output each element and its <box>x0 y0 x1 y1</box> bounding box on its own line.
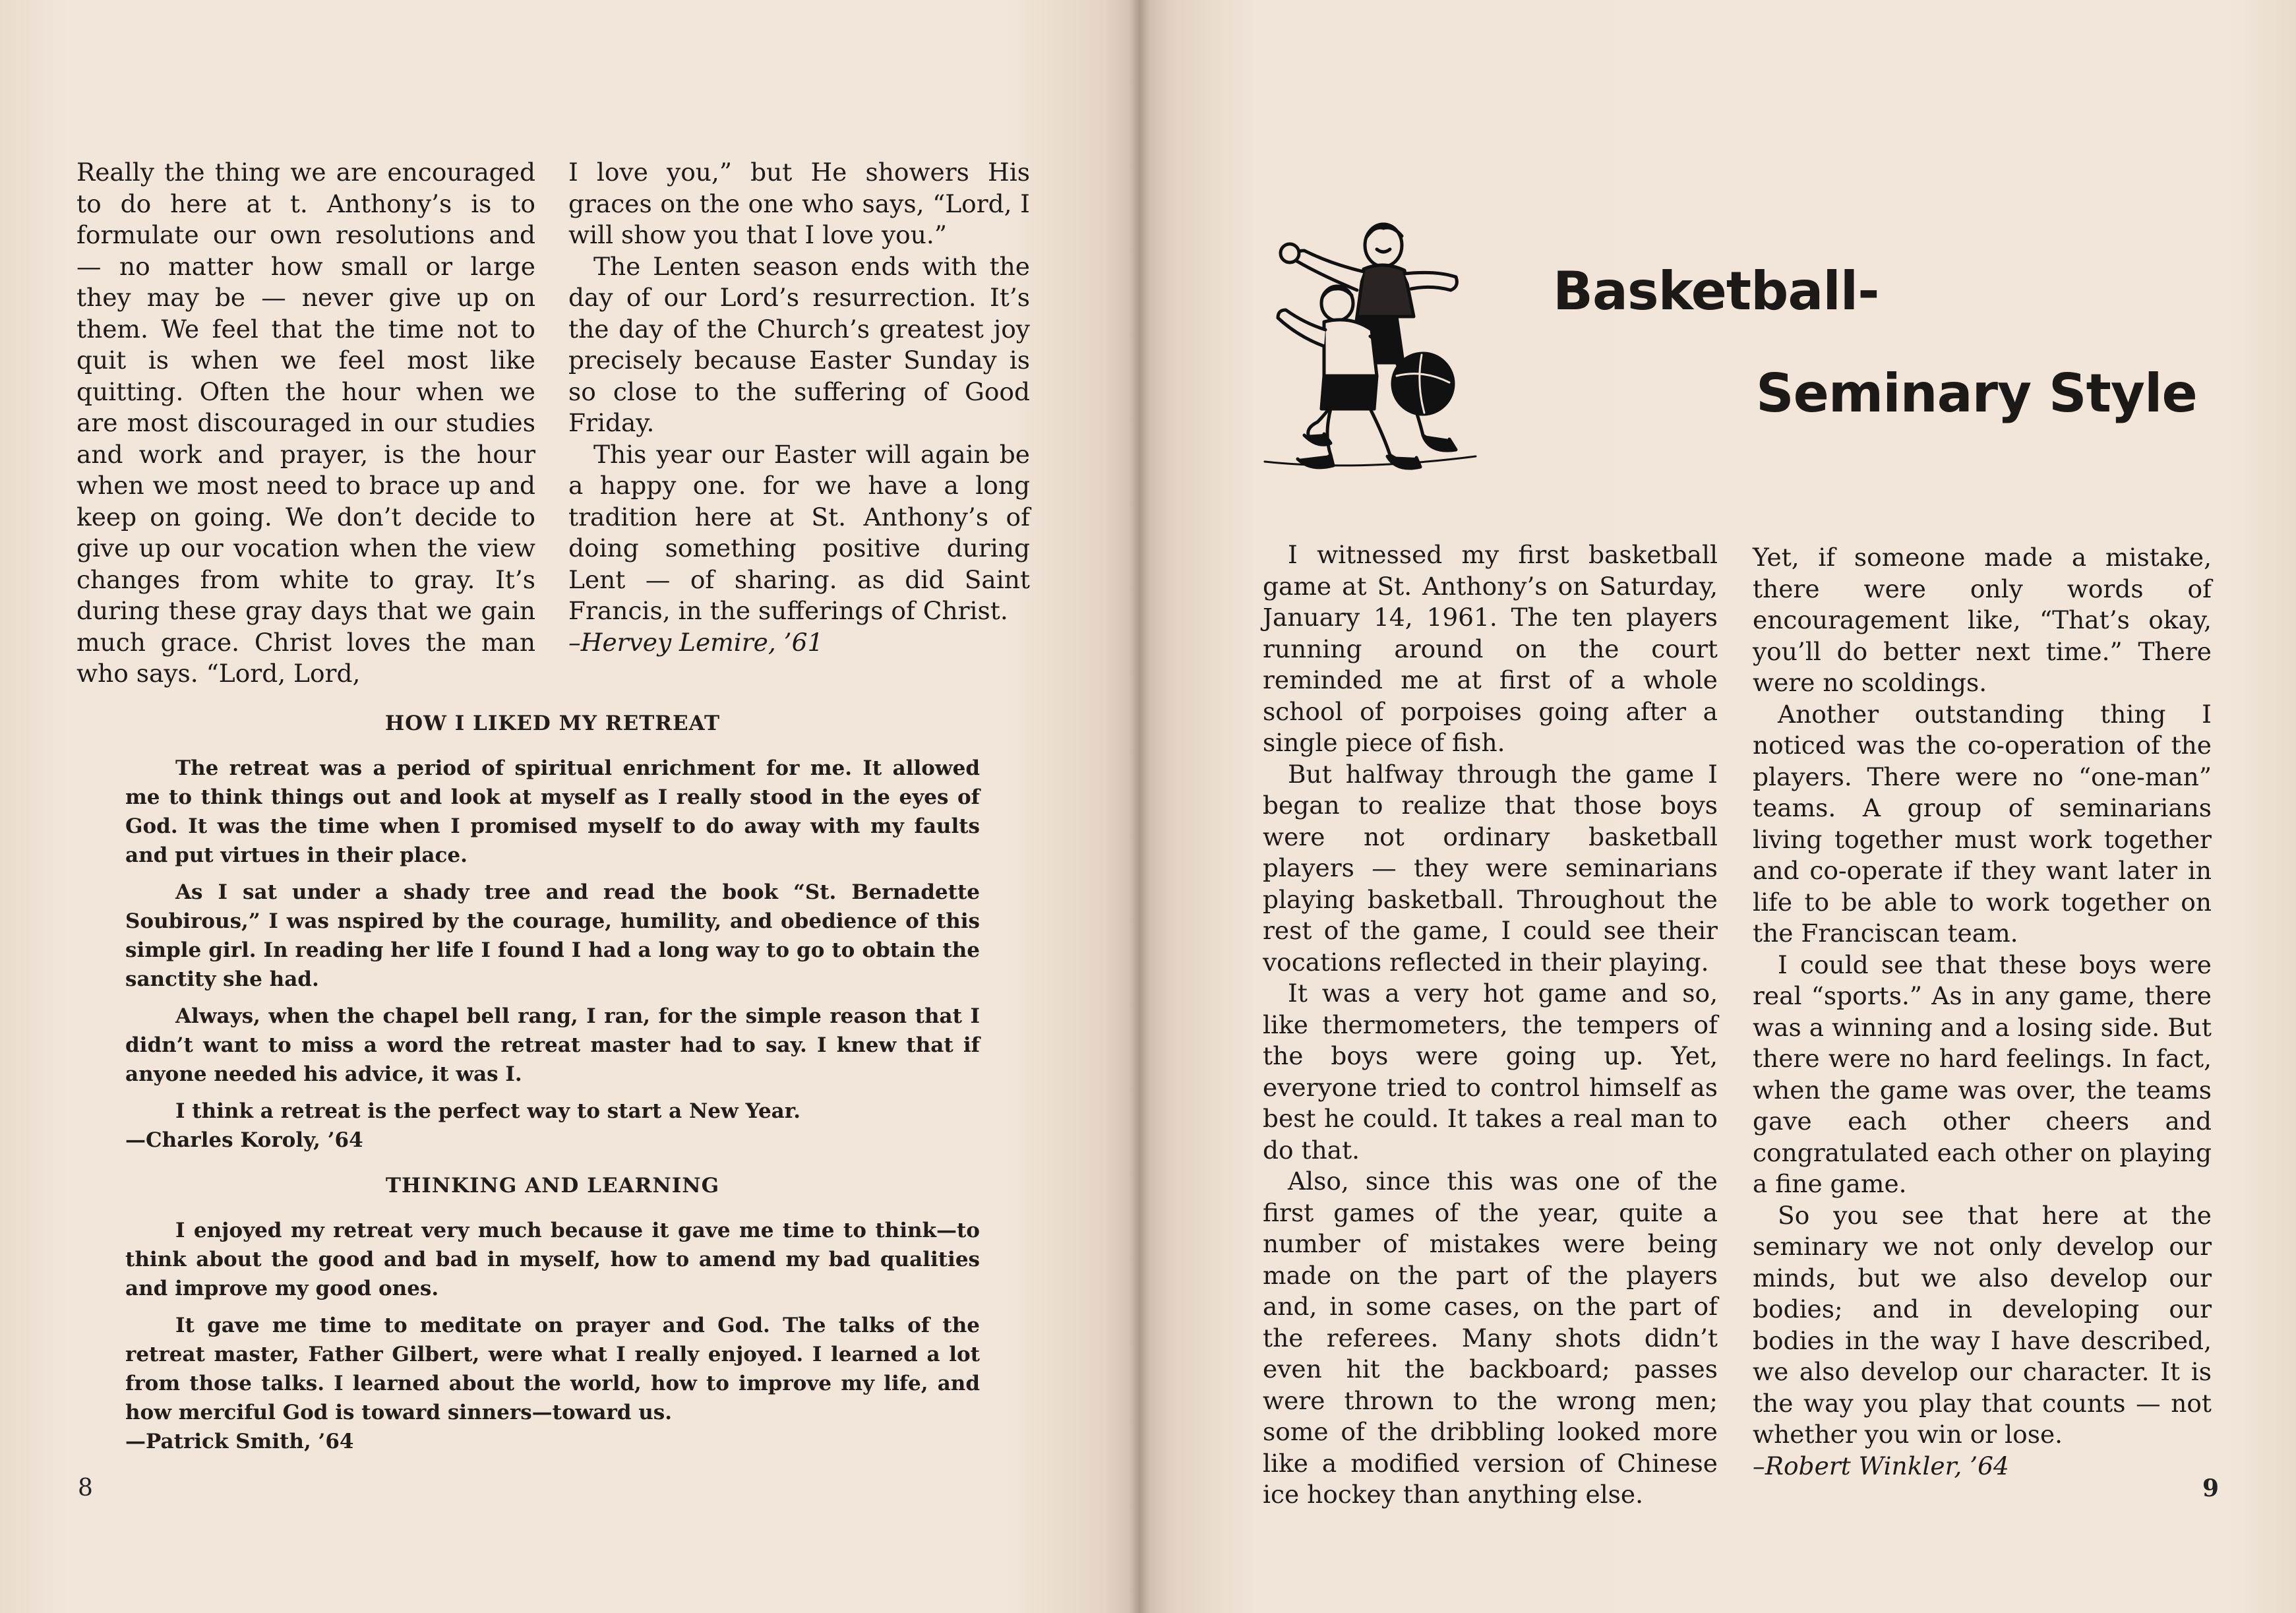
thinking-heading: THINKING AND LEARNING <box>385 1174 720 1198</box>
right-col1-paragraph-3: It was a very hot game and so, like thermometers, the tempers of the boys were going up. Yet, everyone tried to control himself as best he could. It takes a real man to do that. <box>1263 979 1718 1165</box>
right-col2-paragraph-1: Yet, if someone made a mistake, there were only words of encouragement like, “That’s okay, you’ll do better next time.” There were no scoldings. <box>1753 543 2212 697</box>
retreat-article <box>125 709 980 1155</box>
left-page <box>0 0 1139 1613</box>
right-col2-paragraph-4: So you see that here at the seminary we not only develop our minds, but we also develop our bodies; and in developing our bodies in the way I have described, we also develop our character. It is the way you play that counts — not whether you win or lose. <box>1753 1200 2212 1449</box>
left-col1-paragraph: Really the thing we are encouraged to do here at t. Anthony’s is to formulate our own resolutions and — no matter how small or large they may be — never give up on them. We feel that the time not to quit is when we feel most like quitting. Often the hour when we are most discouraged in our studies and work and prayer, is the hour when we most need to brace up and keep on going. We don’t decide to give up our vocation when the view changes from white to gray. It’s during these gray days that we gain much grace. Christ loves the man who says. “Lord, Lord, <box>76 158 535 688</box>
page-number-right: 9 <box>2202 1475 2220 1502</box>
left-column-1 <box>76 157 535 690</box>
right-col1-paragraph-1: I witnessed my first basketball game at St. Anthony’s on Saturday, January 14, 1961. The ten players running around on the court reminded me at first of a whole school of porpoises going after a single piece of fish. <box>1263 540 1718 757</box>
patrick-smith-signature: —Patrick Smith, ’64 <box>125 1430 354 1453</box>
hervey-lemire-signature: –Hervey Lemire, ’61 <box>568 627 824 657</box>
right-col2-paragraph-2: Another outstanding thing I noticed was the co-operation of the players. There were no “one-man” teams. A group of seminarians living together must work together and co-operate if they want later in life to be able to work together on the Franciscan team. <box>1753 699 2212 948</box>
right-col2-paragraph-3: I could see that these boys were real “sports.” As in any game, there was a winning and a losing side. But there were no hard feelings. In fact, when the game was over, the teams gave each other cheers and congratulated each other on playing a fine game. <box>1753 950 2212 1198</box>
left-col2-paragraph-2: The Lenten season ends with the day of our Lord’s resurrection. It’s the day of the Church’s greatest joy precisely because Easter Sunday is so close to the suffering of Good Friday. <box>568 251 1030 437</box>
left-col2-paragraph-3: This year our Easter will again be a happy one. for we have a long tradition here at St. Anthony’s of doing something positive during Lent — of sharing. as did Saint Francis, in the sufferings of Christ. <box>568 439 1030 625</box>
thinking-paragraph-1: I enjoyed my retreat very much because it gave me time to think—to think about the good and bad in myself, how to amend my bad qualities and improve my good ones. <box>125 1219 980 1300</box>
left-column-2 <box>568 157 1030 658</box>
thinking-paragraph-2: It gave me time to meditate on prayer and God. The talks of the retreat master, Father Gilbert, were what I really enjoyed. I learned a lot from those talks. I learned about the world, how to improve my life, and how merciful God is toward sinners—toward us. <box>125 1314 980 1424</box>
article-title-line-1: Basketball- <box>1553 260 1879 322</box>
retreat-heading: HOW I LIKED MY RETREAT <box>384 712 721 735</box>
retreat-paragraph-4: I think a retreat is the perfect way to start a New Year. <box>175 1099 801 1123</box>
thinking-article <box>125 1171 980 1456</box>
right-col1-paragraph-4: Also, since this was one of the first games of the year, quite a number of mistakes were being made on the part of the players and, in some cases, on the part of the referees. Many shots didn’t even hit the backboard; passes were thrown to the wrong men; some of the dribbling looked more like a modified version of Chinese ice hockey than anything else. <box>1263 1167 1718 1509</box>
article-title-line-2: Seminary Style <box>1756 363 2197 424</box>
retreat-paragraph-3: Always, when the chapel bell rang, I ran, for the simple reason that I didn’t want to miss a word the retreat master had to say. I knew that if anyone needed his advice, it was I. <box>125 1004 980 1086</box>
retreat-paragraph-1: The retreat was a period of spiritual enrichment for me. It allowed me to think things out and look at myself as I really stood in the eyes of God. It was the time when I promised myself to do away with my faults and put virtues in their place. <box>125 756 980 867</box>
basketball-players-illustration-icon <box>1258 211 1490 481</box>
book-gutter <box>1129 0 1150 1613</box>
robert-winkler-signature: –Robert Winkler, ’64 <box>1753 1451 2009 1480</box>
left-col2-paragraph-1: I love you,” but He showers His graces on the one who says, “Lord, I will show you that I love you.” <box>568 158 1030 249</box>
right-column-2 <box>1753 542 2212 1482</box>
right-column-1 <box>1263 539 1718 1511</box>
right-col1-paragraph-2: But halfway through the game I began to realize that those boys were not ordinary basketball players — they were seminarians playing basketball. Throughout the rest of the game, I could see their vocations reflected in their playing. <box>1263 759 1718 977</box>
charles-koroly-signature: —Charles Koroly, ’64 <box>125 1128 363 1152</box>
page-number-left: 8 <box>78 1475 93 1502</box>
retreat-paragraph-2: As I sat under a shady tree and read the book “St. Bernadette Soubirous,” I was nspired by the courage, humility, and obedience of this simple girl. In reading her life I found I had a long way to go to obtain the sanctity she had. <box>125 880 980 991</box>
